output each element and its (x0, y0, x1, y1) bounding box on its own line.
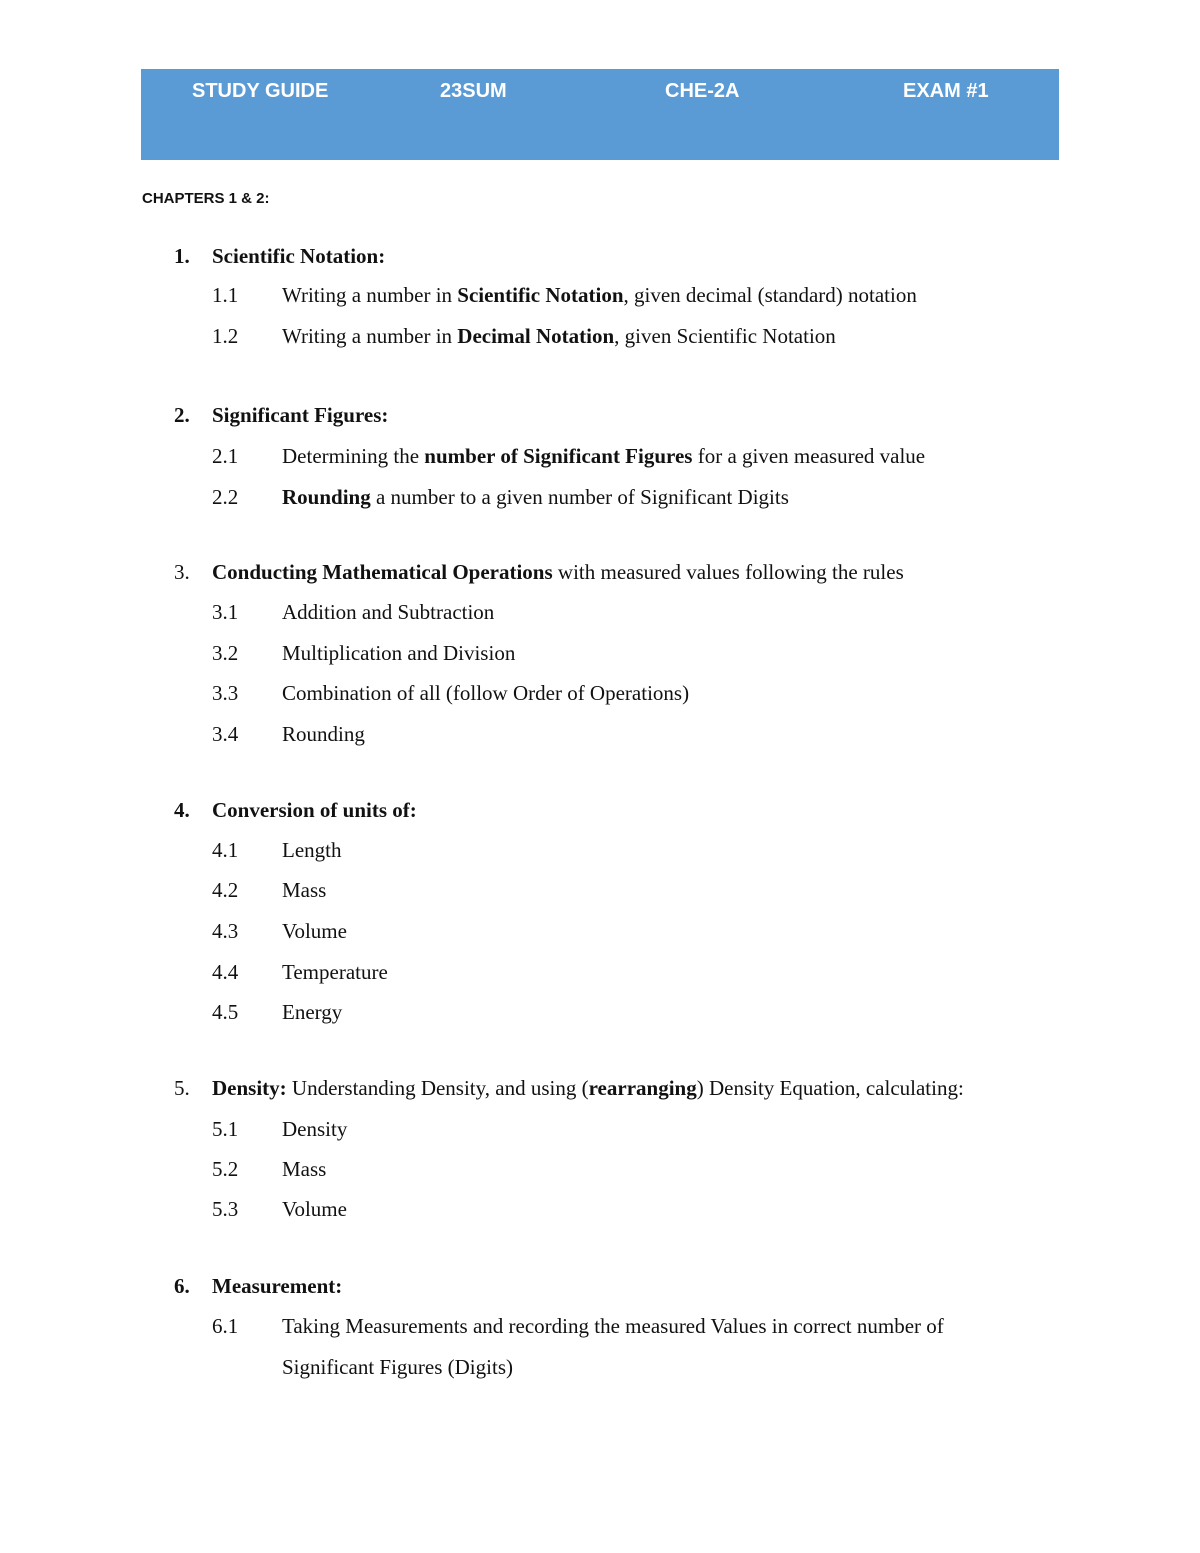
item-number: 2.2 (212, 485, 239, 509)
item-number: 4.1 (212, 838, 239, 862)
item-text: Density (282, 1117, 348, 1141)
item-text: Significant Figures (Digits) (282, 1355, 513, 1379)
header-course: CHE-2A (665, 80, 740, 102)
item-text: Volume (282, 1197, 347, 1221)
header-exam: EXAM #1 (903, 80, 989, 102)
item-number: 6.1 (212, 1314, 239, 1338)
item-number: 4.2 (212, 878, 239, 902)
section-number: 1. (174, 244, 190, 268)
item-number: 1.2 (212, 324, 239, 348)
item-text: Volume (282, 919, 347, 943)
section-title: Conversion of units of: (212, 798, 417, 822)
item-number: 1.1 (212, 283, 239, 307)
item-number: 3.4 (212, 722, 239, 746)
item-number: 5.2 (212, 1157, 239, 1181)
item-number: 4.3 (212, 919, 239, 943)
item-text: Rounding a number to a given number of Significant Digits (282, 485, 789, 509)
item-number: 3.1 (212, 600, 239, 624)
item-text: Taking Measurements and recording the measured Values in correct number of (282, 1314, 944, 1338)
item-text: Temperature (282, 960, 388, 984)
item-number: 5.3 (212, 1197, 239, 1221)
item-text: Rounding (282, 722, 365, 746)
section-title: Scientific Notation: (212, 244, 386, 268)
item-number: 3.3 (212, 681, 239, 705)
section-title: Measurement: (212, 1274, 343, 1298)
chapters-label: CHAPTERS 1 & 2: (142, 190, 270, 207)
header-term: 23SUM (440, 80, 507, 102)
section-title: Significant Figures: (212, 403, 389, 427)
item-text: Addition and Subtraction (282, 600, 495, 624)
item-number: 4.4 (212, 960, 239, 984)
section-number: 6. (174, 1274, 190, 1298)
item-text: Energy (282, 1000, 343, 1024)
item-number: 5.1 (212, 1117, 239, 1141)
item-text: Mass (282, 1157, 327, 1181)
item-number: 4.5 (212, 1000, 239, 1024)
section-number: 2. (174, 403, 190, 427)
header-study-guide: STUDY GUIDE (192, 80, 329, 102)
item-text: Combination of all (follow Order of Operations) (282, 681, 690, 705)
item-number: 2.1 (212, 444, 239, 468)
item-text: Multiplication and Division (282, 641, 516, 665)
section-number: 4. (174, 798, 190, 822)
item-text: Writing a number in Scientific Notation, given decimal (standard) notation (282, 283, 917, 307)
section-number: 3. (174, 560, 190, 584)
item-text: Determining the number of Significant Figures for a given measured value (282, 444, 926, 468)
section-title: Conducting Mathematical Operations with measured values following the rules (212, 560, 904, 584)
section-number: 5. (174, 1076, 190, 1100)
item-text: Writing a number in Decimal Notation, given Scientific Notation (282, 324, 836, 348)
item-text: Length (282, 838, 342, 862)
item-number: 3.2 (212, 641, 239, 665)
section-title: Density: Understanding Density, and using (rearranging) Density Equation, calculating: (212, 1076, 964, 1100)
item-text: Mass (282, 878, 327, 902)
